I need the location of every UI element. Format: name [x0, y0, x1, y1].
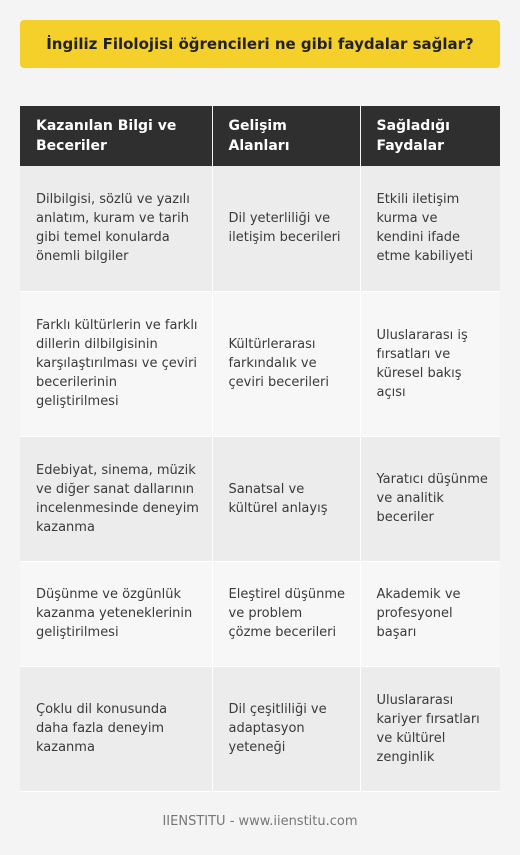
- table-row: [20, 561, 500, 666]
- table-cell: Edebiyat, sinema, müzik ve diğer sanat dallarının incelenmesinde deneyim kazanma: [20, 436, 212, 561]
- table-cell: Uluslararası kariyer fırsatları ve kültürel zenginlik: [360, 666, 500, 791]
- page-title: İngiliz Filolojisi öğrencileri ne gibi faydalar sağlar?: [46, 35, 474, 53]
- table-cell: Dilbilgisi, sözlü ve yazılı anlatım, kuram ve tarih gibi temel konularda önemli bilgiler: [20, 166, 212, 291]
- table-cell: Dil yeterliliği ve iletişim becerileri: [212, 166, 360, 291]
- table-row: [20, 166, 500, 291]
- table-cell: Sanatsal ve kültürel anlayış: [212, 436, 360, 561]
- benefits-table: [20, 106, 500, 792]
- table-row: [20, 436, 500, 561]
- table-cell: Dil çeşitliliği ve adaptasyon yeteneği: [212, 666, 360, 791]
- table-cell: Akademik ve profesyonel başarı: [360, 561, 500, 666]
- table-cell: Düşünme ve özgünlük kazanma yeteneklerinin geliştirilmesi: [20, 561, 212, 666]
- table-cell: Etkili iletişim kurma ve kendini ifade etme kabiliyeti: [360, 166, 500, 291]
- table-cell: Eleştirel düşünme ve problem çözme becerileri: [212, 561, 360, 666]
- footer-credit: IIENSTITU - www.iienstitu.com: [162, 814, 358, 829]
- table-cell: Uluslararası iş fırsatları ve küresel bakış açısı: [360, 291, 500, 436]
- table-cell: Farklı kültürlerin ve farklı dillerin dilbilgisinin karşılaştırılması ve çeviri becerilerinin geliştirilmesi: [20, 291, 212, 436]
- column-header-development: Gelişim Alanları: [212, 106, 360, 166]
- table-row: [20, 291, 500, 436]
- table-cell: Yaratıcı düşünme ve analitik beceriler: [360, 436, 500, 561]
- table-cell: Kültürlerarası farkındalık ve çeviri becerileri: [212, 291, 360, 436]
- table-header-row: [20, 106, 500, 166]
- table-cell: Çoklu dil konusunda daha fazla deneyim kazanma: [20, 666, 212, 791]
- title-banner: [20, 20, 500, 68]
- column-header-skills: Kazanılan Bilgi ve Beceriler: [20, 106, 212, 166]
- column-header-benefits: Sağladığı Faydalar: [360, 106, 500, 166]
- table-row: [20, 666, 500, 791]
